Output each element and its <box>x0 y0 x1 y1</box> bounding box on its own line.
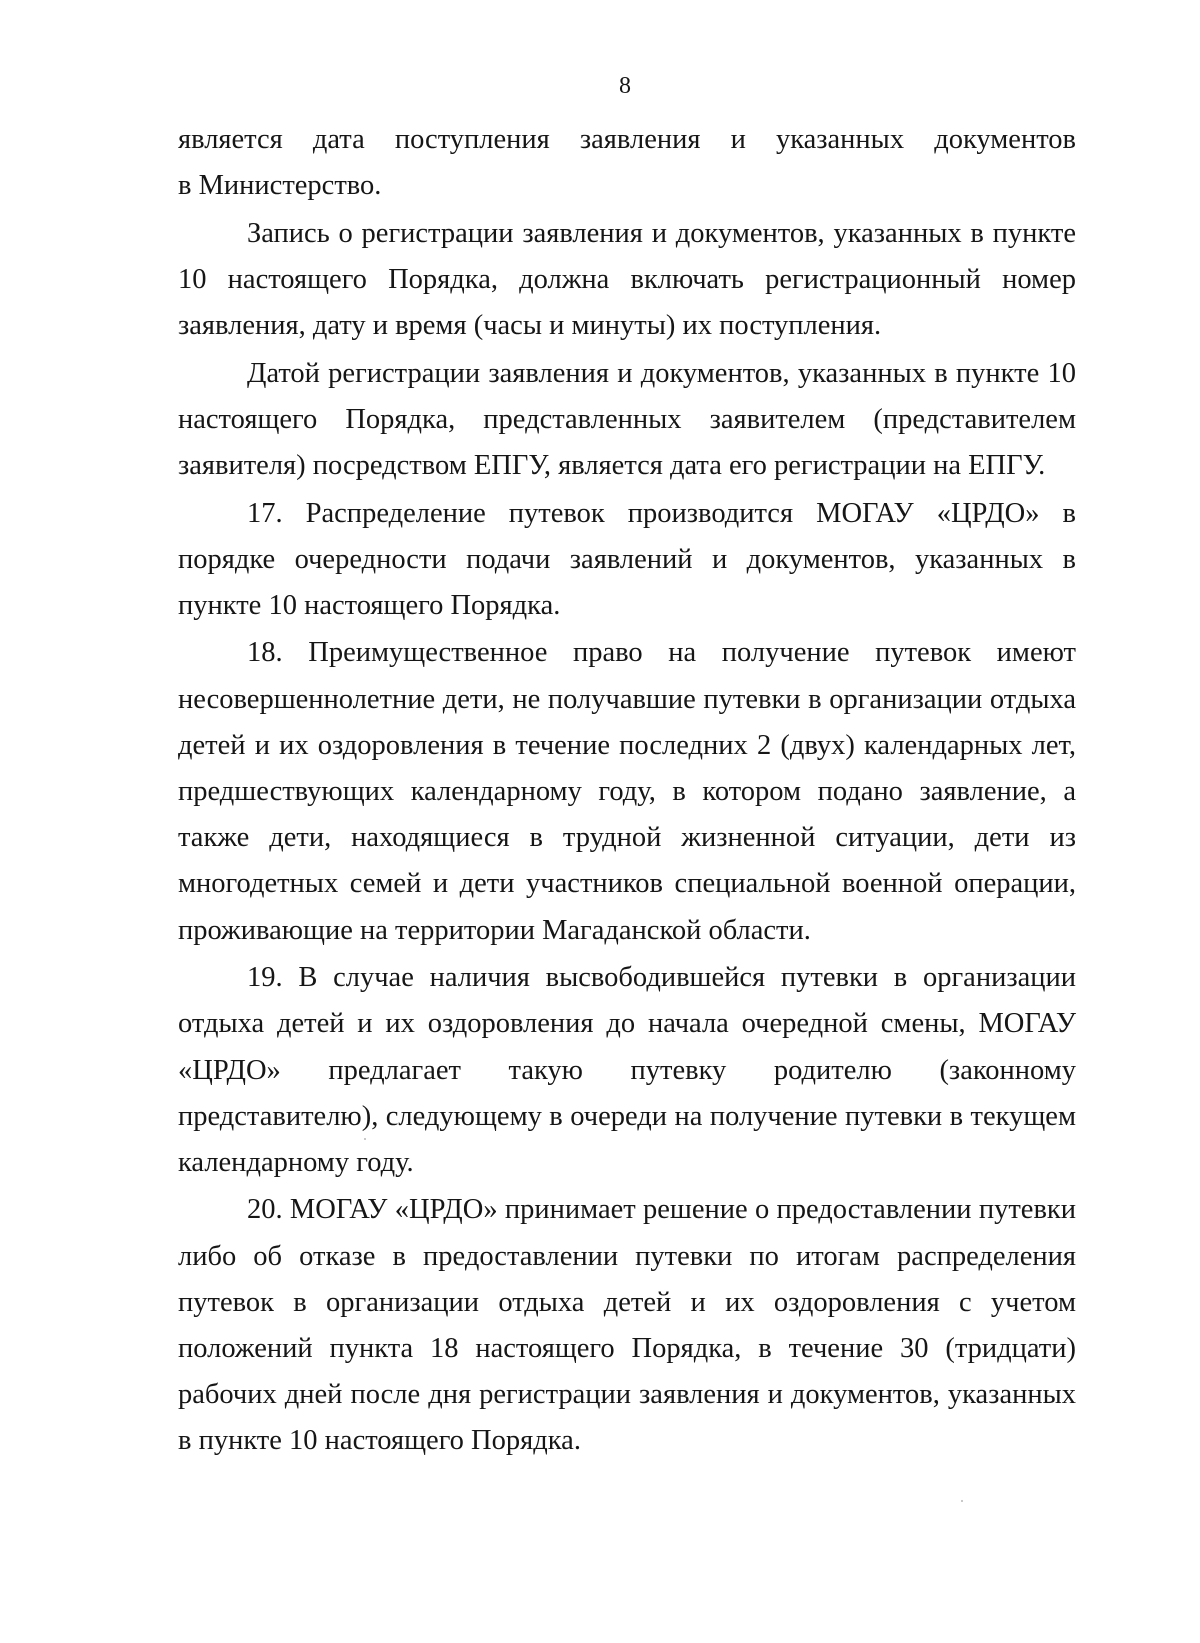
paragraph-item-20: 20. МОГАУ «ЦРДО» принимает решение о предоставлении путевки либо об отказе в предоставлении путевки по итогам распределения путевок в организации отдыха детей и их оздоровления с учетом положений пункта 18 настоящего Порядка, в течение 30 (тридцати) рабочих дней после дня регистрации заявления и документов, указанных в пункте 10 настоящего Порядка. <box>178 1194 1076 1457</box>
paragraph-line: в Министерство. <box>178 170 382 202</box>
paragraph-continuation <box>178 117 1076 209</box>
paragraph-registration-date: Датой регистрации заявления и документов, указанных в пункте 10 настоящего Порядка, представленных заявителем (представителем заявителя) посредством ЕПГУ, является дата его регистрации на ЕПГУ. <box>178 357 1076 482</box>
paragraph-registration-record: Запись о регистрации заявления и документов, указанных в пункте 10 настоящего Порядка, должна включать регистрационный номер заявления, дату и время (часы и минуты) их поступления. <box>178 217 1076 342</box>
paragraph-line: является дата поступления заявления и указанных документов <box>178 124 1076 155</box>
scan-speck <box>364 1138 366 1140</box>
document-body <box>178 117 1076 1465</box>
paragraph-item-19: 19. В случае наличия высвободившейся путевки в организации отдыха детей и их оздоровления до начала очередной смены, МОГАУ «ЦРДО» предлагает такую путевку родителю (законному представителю), следующему в очереди на получение путевки в текущем календарному году. <box>178 962 1076 1178</box>
paragraph-item-17: 17. Распределение путевок производится МОГАУ «ЦРДО» в порядке очередности подачи заявлений и документов, указанных в пункте 10 настоящего Порядка. <box>178 497 1076 621</box>
paragraph-item-18: 18. Преимущественное право на получение путевок имеют несовершеннолетние дети, не получавшие путевки в организации отдыха детей и их оздоровления в течение последних 2 (двух) календарных лет, предшествующих календарному году, в котором подано заявление, а также дети, находящиеся в трудной жизненной ситуации, дети из многодетных семей и дети участников специальной военной операции, проживающие на территории Магаданской области. <box>178 637 1076 946</box>
page-number: 8 <box>619 73 631 99</box>
scan-speck <box>961 1500 963 1502</box>
